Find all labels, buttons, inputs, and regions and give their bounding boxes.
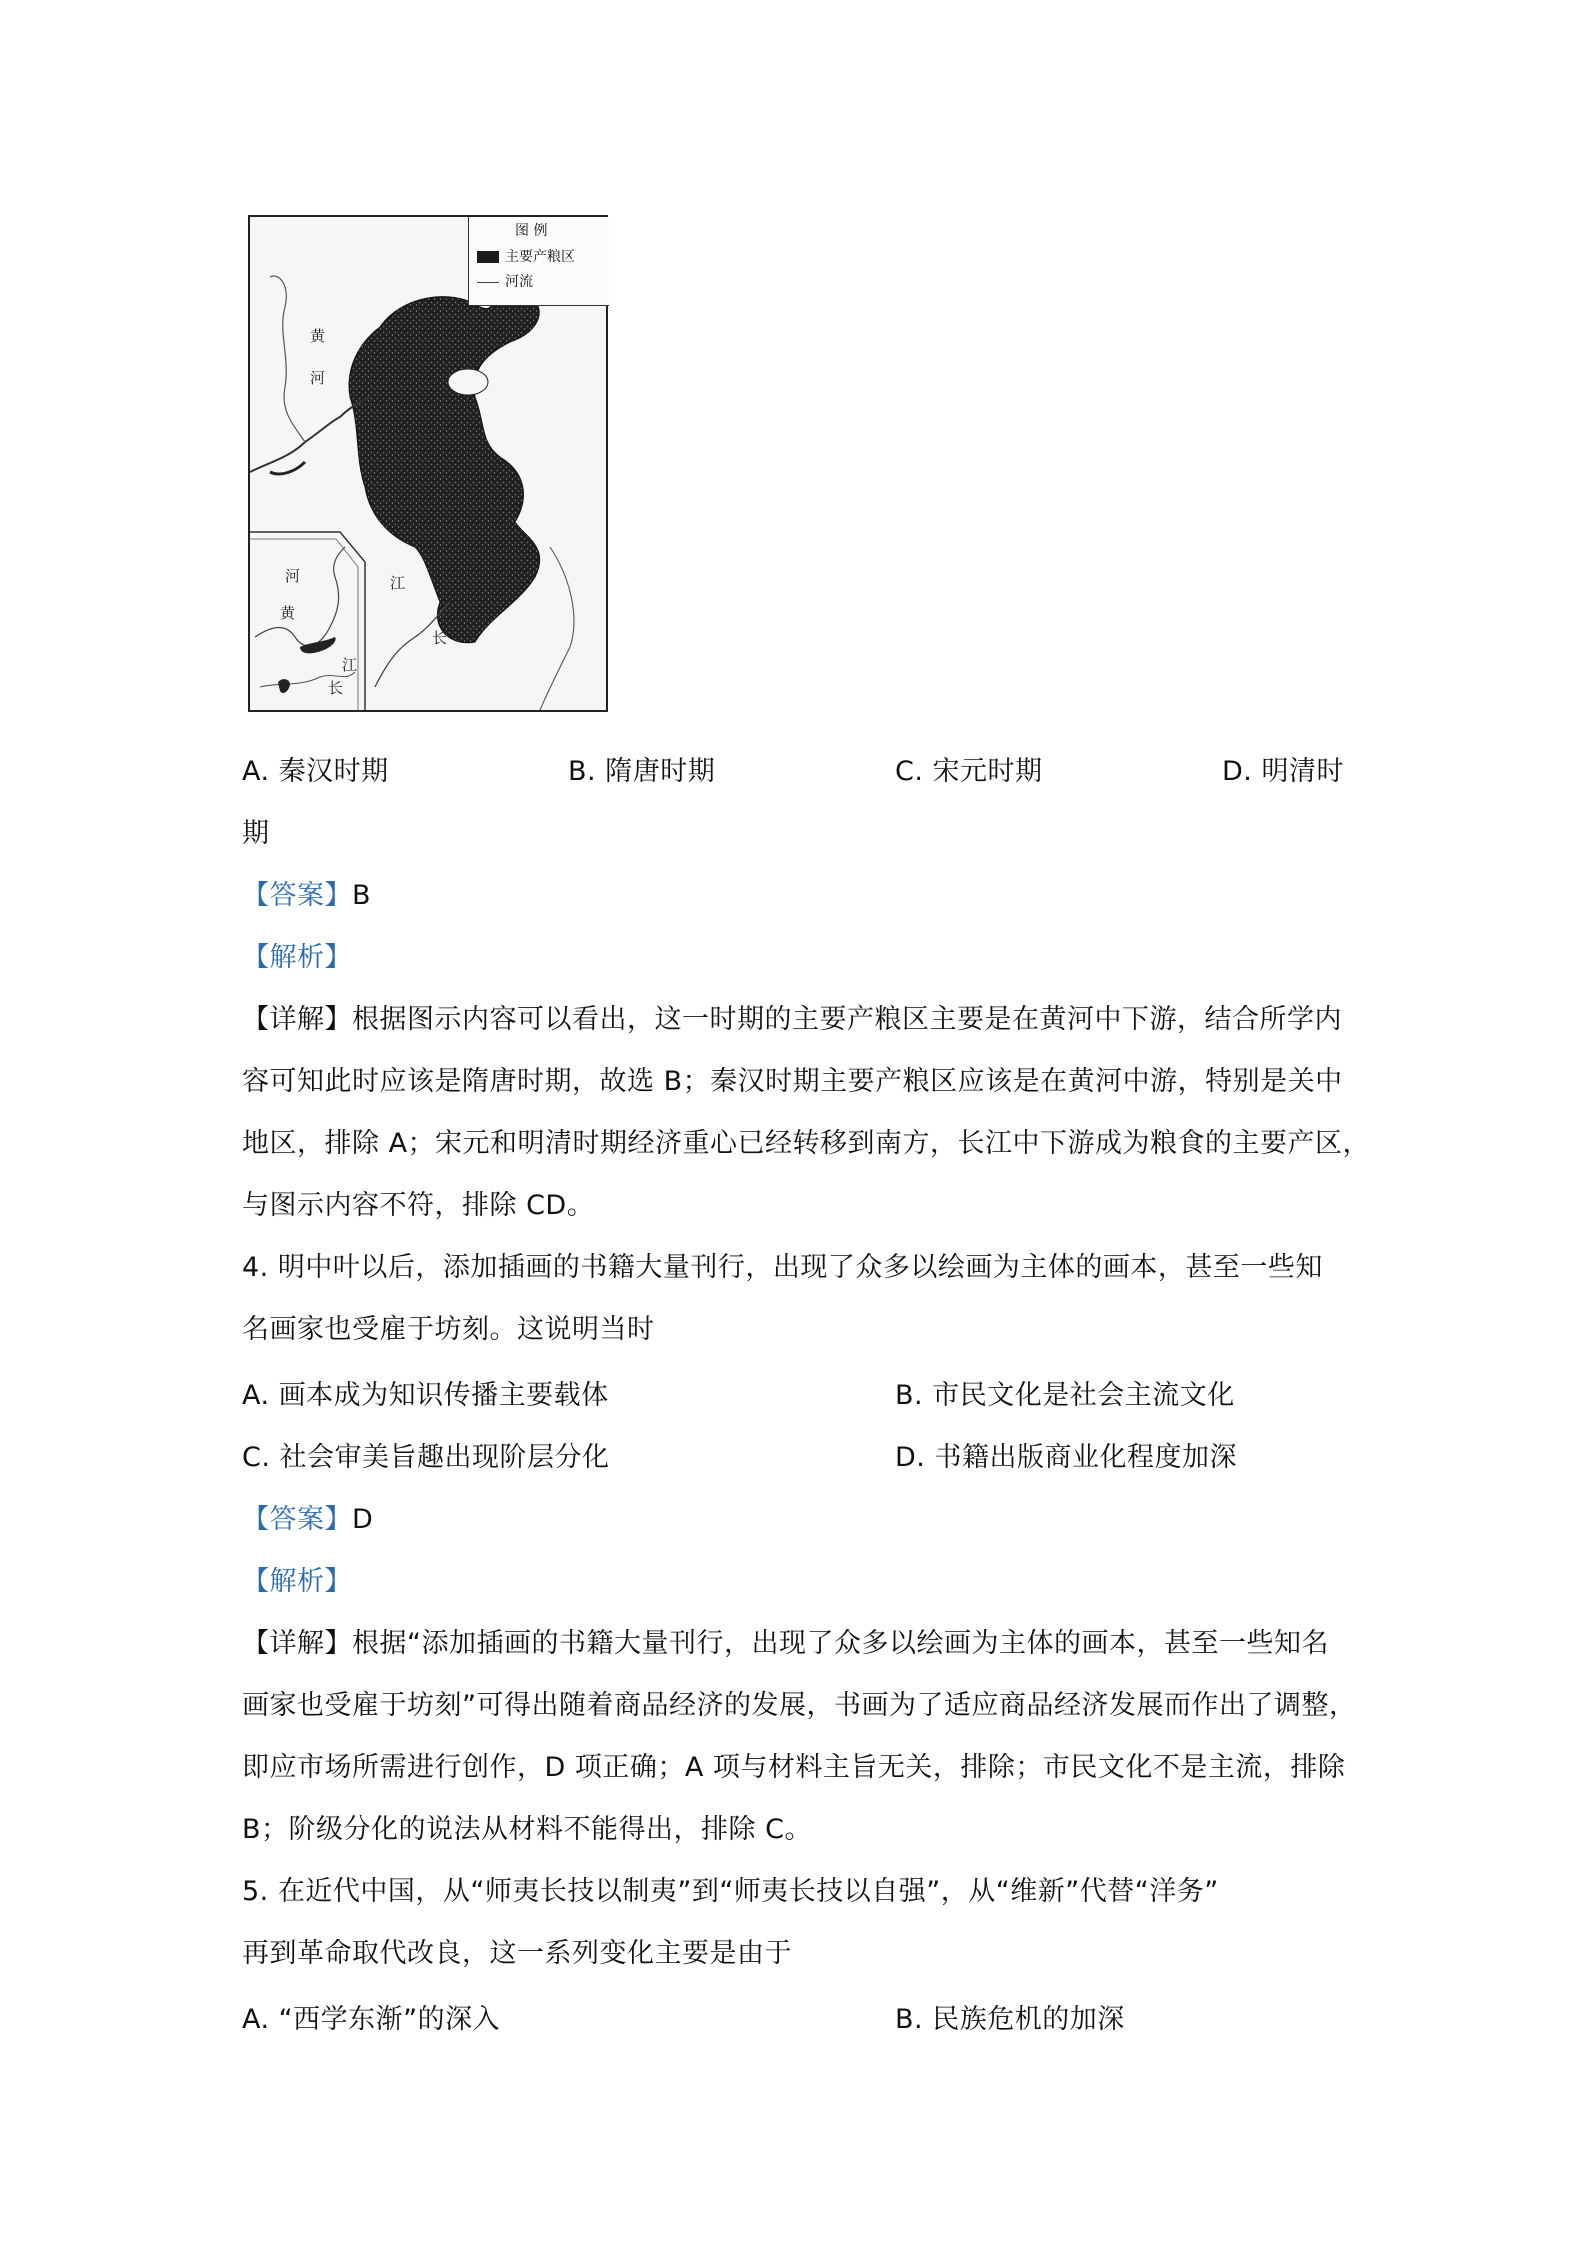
river-swatch — [477, 282, 499, 283]
q5-option-a: A. “西学东渐”的深入 — [242, 2004, 501, 2035]
q3-option-b: B. 隋唐时期 — [568, 756, 716, 787]
q4-option-c: C. 社会审美旨趣出现阶层分化 — [242, 1442, 610, 1473]
q3-option-a: A. 秦汉时期 — [242, 756, 389, 787]
q3-option-d-wrap: 期 — [242, 818, 270, 849]
q4-analysis-tag: 【解析】 — [242, 1566, 352, 1597]
q3-option-c: C. 宋元时期 — [895, 756, 1043, 787]
map-label-he: 河 — [310, 369, 326, 387]
inset-label-huang: 黄 — [280, 604, 296, 622]
inset-label-jiang: 江 — [342, 656, 358, 674]
q3-detail-line: 与图示内容不符，排除 CD。 — [242, 1190, 595, 1221]
map-label-huang: 黄 — [310, 327, 326, 345]
q4-option-b: B. 市民文化是社会主流文化 — [895, 1380, 1235, 1411]
q3-analysis-tag: 【解析】 — [242, 942, 352, 973]
q4-stem-line: 名画家也受雇于坊刻。这说明当时 — [242, 1314, 655, 1345]
q4-answer: D — [352, 1504, 374, 1535]
q4-detail-line: 【详解】根据“添加插画的书籍大量刊行，出现了众多以绘画为主体的画本，甚至一些知名 — [242, 1628, 1329, 1659]
grain-region-main — [349, 289, 540, 643]
q3-detail-line: 地区，排除 A；宋元和明清时期经济重心已经转移到南方，长江中下游成为粮食的主要产区， — [242, 1128, 1371, 1159]
q3-answer-line — [242, 876, 371, 916]
q4-detail-line: 即应市场所需进行创作，D 项正确；A 项与材料主旨无关，排除；市民文化不是主流，排除 — [242, 1752, 1346, 1783]
map-label-jiang: 江 — [390, 574, 406, 592]
coast-line — [540, 547, 574, 710]
q3-option-d: D. 明清时 — [1222, 756, 1344, 787]
legend-grain-label: 主要产粮区 — [505, 249, 575, 265]
yellow-river-upper — [270, 276, 305, 442]
legend-river-row — [477, 272, 533, 292]
grain-swatch — [477, 251, 499, 263]
legend-grain-row — [477, 247, 575, 267]
legend-title: 图 例 — [515, 223, 548, 239]
q5-option-b: B. 民族危机的加深 — [895, 2004, 1125, 2035]
inset-grain-small — [278, 679, 290, 693]
inset-label-he: 河 — [285, 567, 301, 585]
q3-answer: B — [352, 880, 372, 911]
q3-detail-line: 容可知此时应该是隋唐时期，故选 B；秦汉时期主要产粮区应该是在黄河中游，特别是关中 — [242, 1066, 1343, 1097]
q4-stem-line: 4. 明中叶以后，添加插画的书籍大量刊行，出现了众多以绘画为主体的画本，甚至一些知 — [242, 1252, 1323, 1283]
yellow-river — [250, 397, 370, 472]
grain-region-map — [248, 215, 608, 712]
inset-label-chang: 长 — [328, 679, 344, 697]
q4-detail-line: 画家也受雇于坊刻”可得出随着商品经济的发展，书画为了适应商品经济发展而作出了调整， — [242, 1690, 1357, 1721]
inset-grain — [300, 637, 336, 653]
q3-answer-tag: 【答案】 — [242, 880, 352, 911]
q4-answer-line — [242, 1500, 373, 1540]
q5-stem-line: 再到革命取代改良，这一系列变化主要是由于 — [242, 1938, 792, 1969]
legend-river-label: 河流 — [505, 274, 533, 290]
map-label-chang: 长 — [432, 629, 448, 647]
q4-detail-line: B；阶级分化的说法从材料不能得出，排除 C。 — [242, 1814, 812, 1845]
q4-option-a: A. 画本成为知识传播主要载体 — [242, 1380, 609, 1411]
q4-answer-tag: 【答案】 — [242, 1504, 352, 1535]
yellow-river-tip — [270, 462, 305, 474]
q3-detail-line: 【详解】根据图示内容可以看出，这一时期的主要产粮区主要是在黄河中下游，结合所学内 — [242, 1004, 1342, 1035]
inset-border — [250, 532, 365, 710]
lake-hole — [448, 369, 488, 395]
q4-option-d: D. 书籍出版商业化程度加深 — [895, 1442, 1237, 1473]
inset-yellow-river — [255, 547, 345, 646]
map-legend — [468, 217, 609, 306]
q5-stem-line: 5. 在近代中国，从“师夷长技以制夷”到“师夷长技以自强”，从“维新”代替“洋务” — [242, 1876, 1219, 1907]
